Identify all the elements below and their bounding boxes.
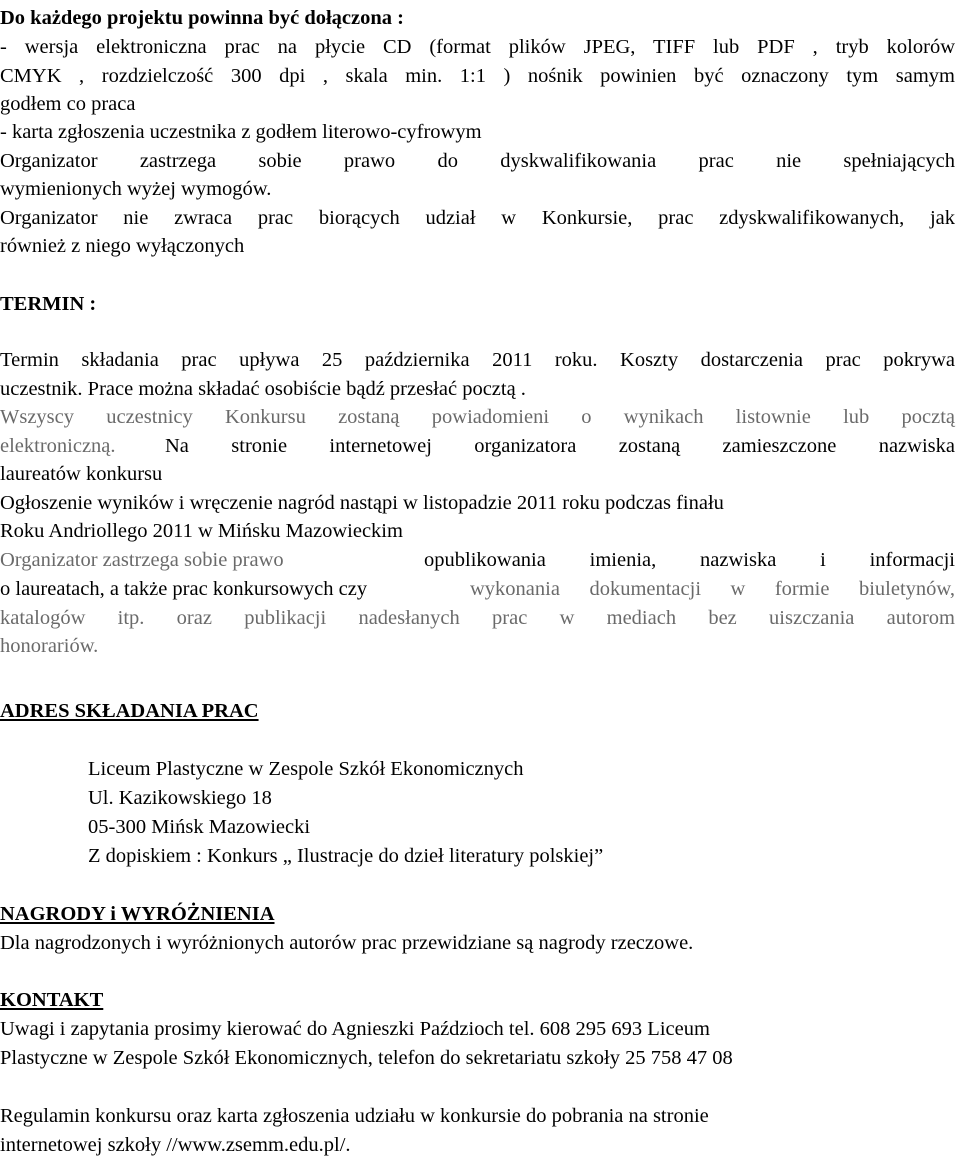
contact-line-1: Uwagi i zapytania prosimy kierować do Agnieszki Paździoch tel. 608 295 693 Liceum: [0, 1018, 710, 1040]
address-line-4: Z dopiskiem : Konkurs „ Ilustracje do dzieł literatury polskiej”: [88, 845, 604, 867]
contact-line-2: Plastyczne w Zespole Szkół Ekonomicznych, telefon do sekretariatu szkoły 25 758 47 08: [0, 1047, 733, 1069]
notification-line-2-black: Na stronie internetowej organizatora zostaną zamieszczone nazwiska: [165, 435, 955, 457]
submission-item-cd-line-3: godłem co praca: [0, 93, 136, 115]
deadline-line-2: uczestnik. Prace można składać osobiście bądź przesłać pocztą .: [0, 378, 526, 400]
deadline-heading: TERMIN :: [0, 293, 97, 315]
notification-line-2-gray: elektroniczną.: [0, 435, 116, 457]
publication-line-1-black: opublikowania imienia, nazwiska i informacji: [424, 549, 955, 571]
no-return-line-2: również z niego wyłączonych: [0, 235, 245, 257]
address-heading: ADRES SKŁADANIA PRAC: [0, 700, 259, 722]
regulations-line-1: Regulamin konkursu oraz karta zgłoszenia udziału w konkursie do pobrania na stronie: [0, 1105, 709, 1127]
submission-item-card: - karta zgłoszenia uczestnika z godłem literowo-cyfrowym: [0, 121, 482, 143]
regulations-line-2: internetowej szkoły //www.zsemm.edu.pl/.: [0, 1134, 351, 1156]
publication-line-3: katalogów itp. oraz publikacji nadesłanych prac w mediach bez uiszczania autorom: [0, 607, 955, 629]
contact-heading: KONTAKT: [0, 989, 104, 1011]
address-line-2: Ul. Kazikowskiego 18: [88, 787, 272, 809]
publication-line-1-gray: Organizator zastrzega sobie prawo: [0, 549, 284, 571]
notification-line-1: Wszyscy uczestnicy Konkursu zostaną powiadomieni o wynikach listownie lub pocztą: [0, 406, 955, 428]
awards-heading: NAGRODY i WYRÓŻNIENIA: [0, 903, 275, 925]
notification-line-2: [0, 432, 955, 461]
disqualification-line-2: wymienionych wyżej wymogów.: [0, 178, 272, 200]
disqualification-line-1: Organizator zastrzega sobie prawo do dyskwalifikowania prac nie spełniających: [0, 150, 955, 172]
no-return-line-1: Organizator nie zwraca prac biorących udział w Konkursie, prac zdyskwalifikowanych, jak: [0, 207, 955, 229]
publication-line-2: [0, 575, 955, 604]
results-line-1: Ogłoszenie wyników i wręczenie nagród nastąpi w listopadzie 2011 roku podczas finału: [0, 492, 724, 514]
awards-text: Dla nagrodzonych i wyróżnionych autorów prac przewidziane są nagrody rzeczowe.: [0, 932, 694, 954]
address-line-3: 05-300 Mińsk Mazowiecki: [88, 816, 311, 838]
submission-item-cd-line-2: CMYK , rozdzielczość 300 dpi , skala min. 1:1 ) nośnik powinien być oznaczony tym samym: [0, 65, 955, 87]
address-line-1: Liceum Plastyczne w Zespole Szkół Ekonomicznych: [88, 758, 524, 780]
publication-line-2-gray: wykonania dokumentacji w formie biuletynów,: [470, 578, 955, 600]
publication-line-1: [0, 546, 955, 575]
submission-item-cd-line-1: - wersja elektroniczna prac na płycie CD (format plików JPEG, TIFF lub PDF , tryb kolorów: [0, 36, 955, 58]
deadline-line-1: Termin składania prac upływa 25 października 2011 roku. Koszty dostarczenia prac pokrywa: [0, 349, 955, 371]
publication-line-2-black: o laureatach, a także prac konkursowych czy: [0, 578, 368, 600]
notification-line-3: laureatów konkursu: [0, 463, 163, 485]
publication-line-4: honorariów.: [0, 635, 99, 657]
results-line-2: Roku Andriollego 2011 w Mińsku Mazowieckim: [0, 520, 403, 542]
submission-heading: Do każdego projektu powinna być dołączona :: [0, 7, 404, 29]
